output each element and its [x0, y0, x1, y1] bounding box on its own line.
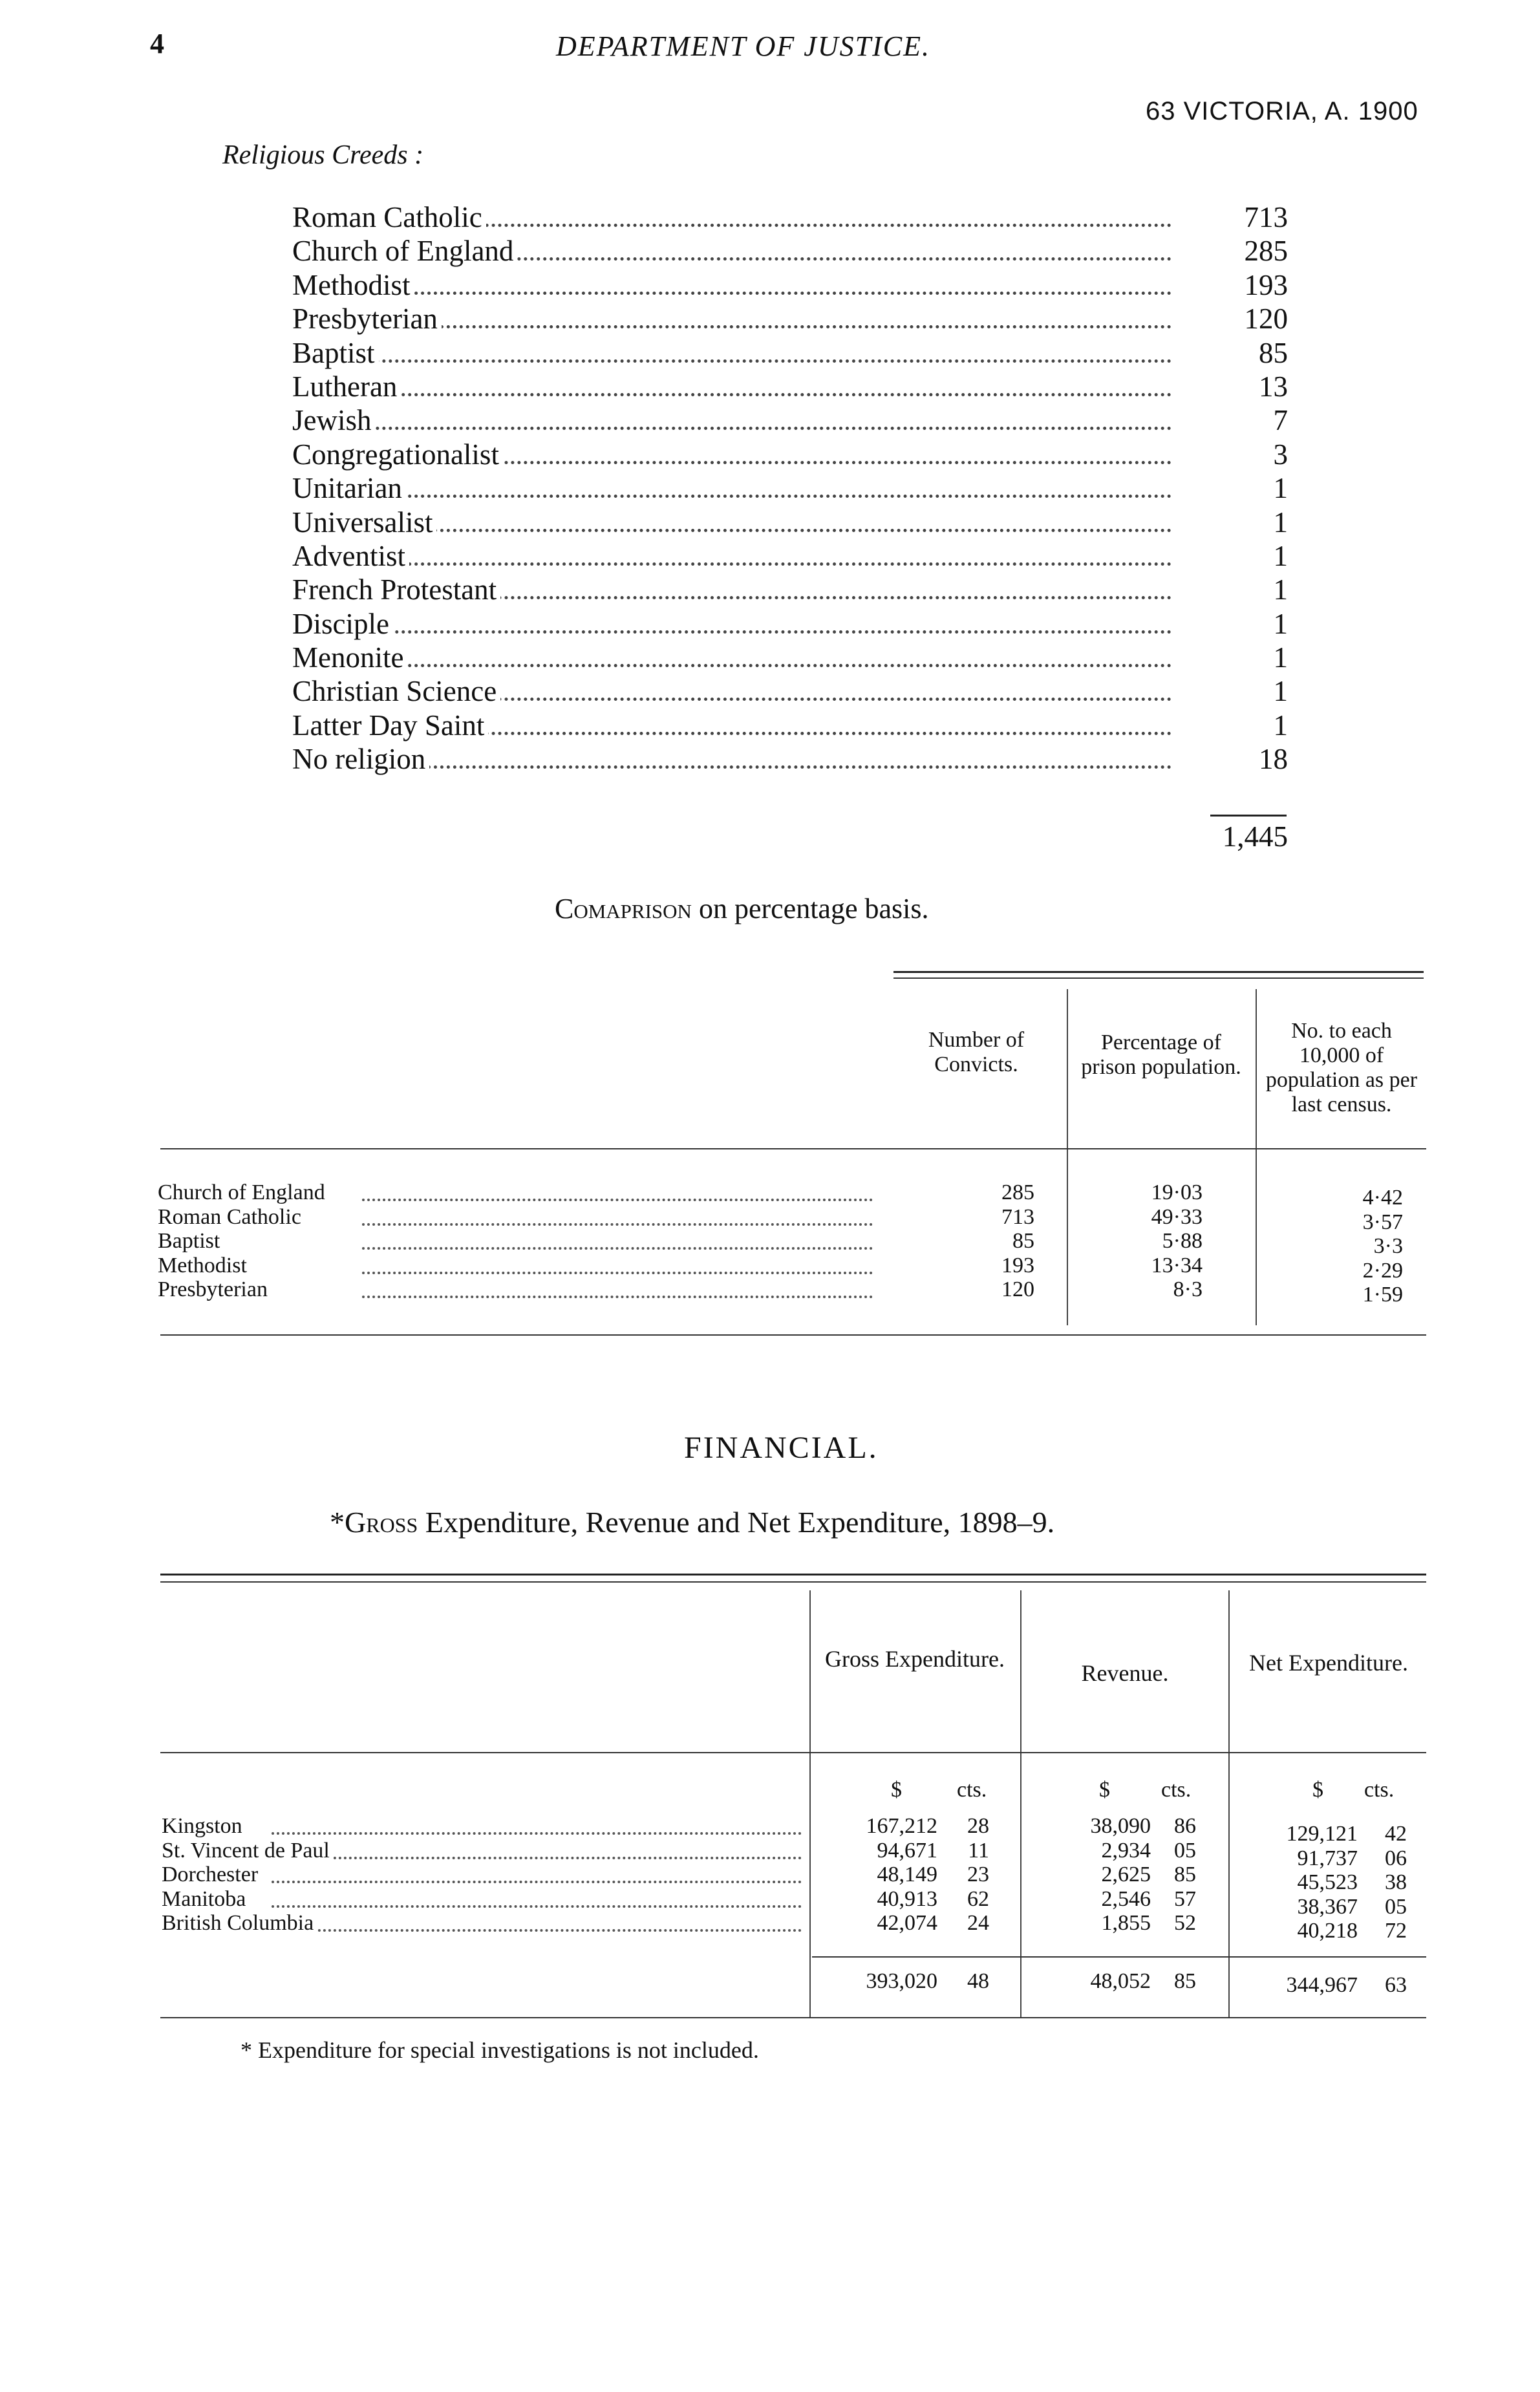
comparison-top-rule [893, 971, 1424, 973]
creed-row [292, 471, 1288, 505]
comparison-percentage: 5·88 [1162, 1229, 1203, 1253]
leader-dots [292, 495, 1171, 498]
creed-total: 1,445 [1222, 820, 1288, 853]
gross-cents: 62 [967, 1886, 989, 1911]
net-cents: 72 [1385, 1919, 1407, 1943]
financial-header-gross: Gross Expenditure. [825, 1646, 1005, 1672]
net-cents: 05 [1385, 1894, 1407, 1919]
comparison-heading [555, 892, 928, 925]
comparison-percentage: 8·3 [1173, 1277, 1203, 1301]
creed-count: 1 [1273, 675, 1288, 708]
net-dollars: 40,218 [1297, 1919, 1358, 1943]
creed-row [292, 641, 1288, 674]
net-dollars: 129,121 [1286, 1822, 1358, 1846]
leader-dots [362, 1296, 873, 1298]
creed-name: Congregationalist [292, 438, 503, 471]
gross-dollars: 48,149 [877, 1863, 937, 1886]
leader-dots [362, 1272, 873, 1274]
revenue-cents: 05 [1174, 1838, 1196, 1863]
gross-dollars: 167,212 [866, 1814, 937, 1838]
creed-sum-rule [1210, 815, 1287, 817]
gross-cents-unit: cts. [957, 1778, 987, 1802]
creed-row [292, 302, 1288, 336]
comparison-row-label: Presbyterian [158, 1277, 272, 1302]
creed-count: 1 [1273, 573, 1288, 606]
creed-name: Universalist [292, 506, 436, 539]
comparison-col-divider-1 [1067, 989, 1068, 1325]
financial-subtitle-prefix: * [330, 1506, 345, 1539]
leader-dots [292, 630, 1171, 634]
revenue-cents: 86 [1174, 1814, 1196, 1838]
creed-count: 1 [1273, 472, 1288, 505]
leader-dots [272, 1832, 802, 1835]
creed-name: Christian Science [292, 674, 500, 708]
comparison-heading-caps: Comaprison [555, 893, 692, 924]
creed-name: Unitarian [292, 471, 406, 505]
financial-header-rule [160, 1752, 1426, 1753]
net-dollars: 91,737 [1297, 1846, 1358, 1870]
revenue-cents-unit: cts. [1161, 1778, 1192, 1802]
creed-name: Methodist [292, 268, 414, 302]
leader-dots [362, 1199, 873, 1201]
total-gross-dollars: 393,020 [866, 1969, 937, 1993]
creed-row [292, 370, 1288, 403]
financial-header-revenue: Revenue. [1081, 1660, 1169, 1686]
creed-name: Menonite [292, 641, 407, 674]
session-label: 63 VICTORIA, A. 1900 [1146, 97, 1418, 125]
comparison-convicts: 713 [1001, 1204, 1034, 1229]
financial-row-label: Manitoba [162, 1887, 250, 1912]
creed-name: Adventist [292, 539, 409, 573]
creed-name: French Protestant [292, 573, 500, 606]
creed-row [292, 268, 1288, 302]
revenue-dollar-unit: $ [1099, 1778, 1110, 1802]
gross-cents: 24 [967, 1911, 989, 1935]
total-revenue-dollars: 48,052 [1090, 1969, 1151, 1993]
creed-row [292, 234, 1288, 268]
net-dollars: 38,367 [1297, 1894, 1358, 1919]
revenue-cents: 85 [1174, 1863, 1196, 1886]
financial-top-rule-2 [160, 1581, 1426, 1583]
revenue-cents: 52 [1174, 1911, 1196, 1935]
comparison-convicts: 193 [1001, 1253, 1034, 1277]
creed-count: 3 [1273, 438, 1288, 471]
comparison-convicts: 85 [1012, 1229, 1034, 1253]
financial-subtitle [330, 1505, 1054, 1539]
creed-count: 7 [1273, 404, 1288, 437]
gross-dollars: 42,074 [877, 1911, 937, 1935]
creed-list [292, 200, 1288, 776]
creed-count: 1 [1273, 607, 1288, 640]
comparison-row-label: Church of England [158, 1180, 329, 1205]
financial-col-divider-2 [1020, 1590, 1021, 2017]
creed-name: Disciple [292, 607, 393, 641]
leader-dots [362, 1247, 873, 1250]
leader-dots [292, 292, 1171, 295]
creed-count: 1 [1273, 709, 1288, 742]
revenue-dollars: 2,546 [1101, 1886, 1151, 1911]
creed-count: 120 [1244, 303, 1288, 336]
comparison-percentage: 19·03 [1151, 1180, 1203, 1204]
comparison-row-label: Baptist [158, 1229, 224, 1254]
comparison-percentage: 13·34 [1151, 1253, 1203, 1277]
leader-dots [272, 1929, 802, 1932]
net-dollars: 45,523 [1297, 1870, 1358, 1894]
net-cents-unit: cts. [1364, 1778, 1395, 1802]
financial-header-net: Net Expenditure. [1249, 1650, 1408, 1676]
comparison-percentage: 49·33 [1151, 1204, 1203, 1229]
creed-name: Lutheran [292, 370, 401, 403]
net-cents: 38 [1385, 1870, 1407, 1894]
gross-dollars: 40,913 [877, 1886, 937, 1911]
financial-bottom-rule [160, 2017, 1426, 2018]
gross-cents: 11 [968, 1838, 989, 1863]
comparison-header-per-10000: No. to each 10,000 of population as per last census. [1265, 1019, 1418, 1116]
creed-row [292, 709, 1288, 742]
creed-name: Jewish [292, 403, 376, 437]
comparison-header-percentage: Percentage of prison population. [1081, 1030, 1241, 1079]
comparison-per-10000: 1·59 [1362, 1283, 1403, 1307]
page-number: 4 [150, 28, 164, 59]
creed-count: 713 [1244, 201, 1288, 233]
net-cents: 42 [1385, 1822, 1407, 1846]
creed-row [292, 539, 1288, 573]
leader-dots [272, 1905, 802, 1908]
creed-row [292, 607, 1288, 641]
total-revenue-cents: 85 [1174, 1969, 1196, 1993]
net-dollar-unit: $ [1312, 1778, 1323, 1802]
revenue-dollars: 1,855 [1101, 1911, 1151, 1935]
leader-dots [272, 1857, 802, 1859]
comparison-per-10000: 2·29 [1362, 1258, 1403, 1283]
gross-cents: 23 [967, 1863, 989, 1886]
comparison-col-divider-2 [1256, 989, 1257, 1325]
creed-count: 13 [1259, 370, 1288, 403]
creed-count: 18 [1259, 743, 1288, 776]
revenue-dollars: 2,934 [1101, 1838, 1151, 1863]
comparison-per-10000: 3·3 [1373, 1234, 1403, 1258]
comparison-row-label: Methodist [158, 1254, 251, 1278]
creed-row [292, 573, 1288, 606]
financial-col-divider-3 [1228, 1590, 1230, 2017]
comparison-header-convicts: Number of Convicts. [928, 1028, 1025, 1076]
department-title: DEPARTMENT OF JUSTICE. [556, 30, 930, 62]
creed-name: Latter Day Saint [292, 709, 488, 742]
gross-cents: 28 [967, 1814, 989, 1838]
creed-name: Church of England [292, 234, 517, 268]
comparison-per-10000: 3·57 [1362, 1210, 1403, 1234]
creed-row [292, 200, 1288, 234]
footnote: * Expenditure for special investigations is not included. [241, 2037, 759, 2063]
leader-dots [292, 427, 1171, 430]
financial-row-label: British Columbia [162, 1911, 317, 1936]
total-gross-cents: 48 [967, 1969, 989, 1993]
financial-row-label: St. Vincent de Paul [162, 1839, 334, 1863]
revenue-dollars: 2,625 [1101, 1863, 1151, 1886]
leader-dots [292, 664, 1171, 667]
financial-subtitle-rest: Expenditure, Revenue and Net Expenditure, 1898–9. [418, 1506, 1055, 1539]
creed-count: 193 [1244, 268, 1288, 301]
revenue-cents: 57 [1174, 1886, 1196, 1911]
creed-name: Presbyterian [292, 302, 442, 336]
financial-col-divider-1 [809, 1590, 811, 2017]
creed-row [292, 336, 1288, 370]
total-net-dollars: 344,967 [1286, 1973, 1358, 1997]
comparison-per-10000: 4·42 [1362, 1186, 1403, 1210]
leader-dots [362, 1223, 873, 1226]
creed-row [292, 674, 1288, 708]
leader-dots [292, 393, 1171, 396]
comparison-convicts: 285 [1001, 1180, 1034, 1204]
comparison-bottom-rule [160, 1334, 1426, 1336]
net-cents: 06 [1385, 1846, 1407, 1870]
creed-count: 1 [1273, 641, 1288, 674]
leader-dots [272, 1881, 802, 1883]
creed-row [292, 506, 1288, 539]
gross-dollar-unit: $ [891, 1778, 902, 1802]
leader-dots [292, 359, 1171, 363]
comparison-heading-rest: on percentage basis. [691, 893, 929, 924]
financial-title: FINANCIAL. [684, 1431, 879, 1465]
comparison-top-rule-2 [893, 977, 1424, 979]
creed-name: Roman Catholic [292, 200, 486, 234]
creed-row [292, 438, 1288, 471]
comparison-convicts: 120 [1001, 1277, 1034, 1301]
total-net-cents: 63 [1385, 1973, 1407, 1997]
comparison-header-rule [160, 1148, 1426, 1149]
creed-count: 285 [1244, 235, 1288, 268]
creed-row [292, 403, 1288, 437]
revenue-dollars: 38,090 [1090, 1814, 1151, 1838]
creeds-heading: Religious Creeds : [222, 140, 424, 170]
creed-count: 1 [1273, 506, 1288, 539]
creed-count: 85 [1259, 336, 1288, 369]
creed-row [292, 742, 1288, 776]
creed-name: Baptist [292, 336, 379, 370]
gross-dollars: 94,671 [877, 1838, 937, 1863]
leader-dots [292, 562, 1171, 566]
financial-top-rule [160, 1574, 1426, 1575]
creed-count: 1 [1273, 539, 1288, 572]
financial-row-label: Dorchester [162, 1863, 262, 1887]
creed-name: No religion [292, 742, 429, 776]
financial-subtitle-caps: Gross [345, 1506, 418, 1539]
financial-row-label: Kingston [162, 1814, 246, 1839]
financial-sum-rule [812, 1956, 1426, 1958]
comparison-row-label: Roman Catholic [158, 1205, 305, 1230]
